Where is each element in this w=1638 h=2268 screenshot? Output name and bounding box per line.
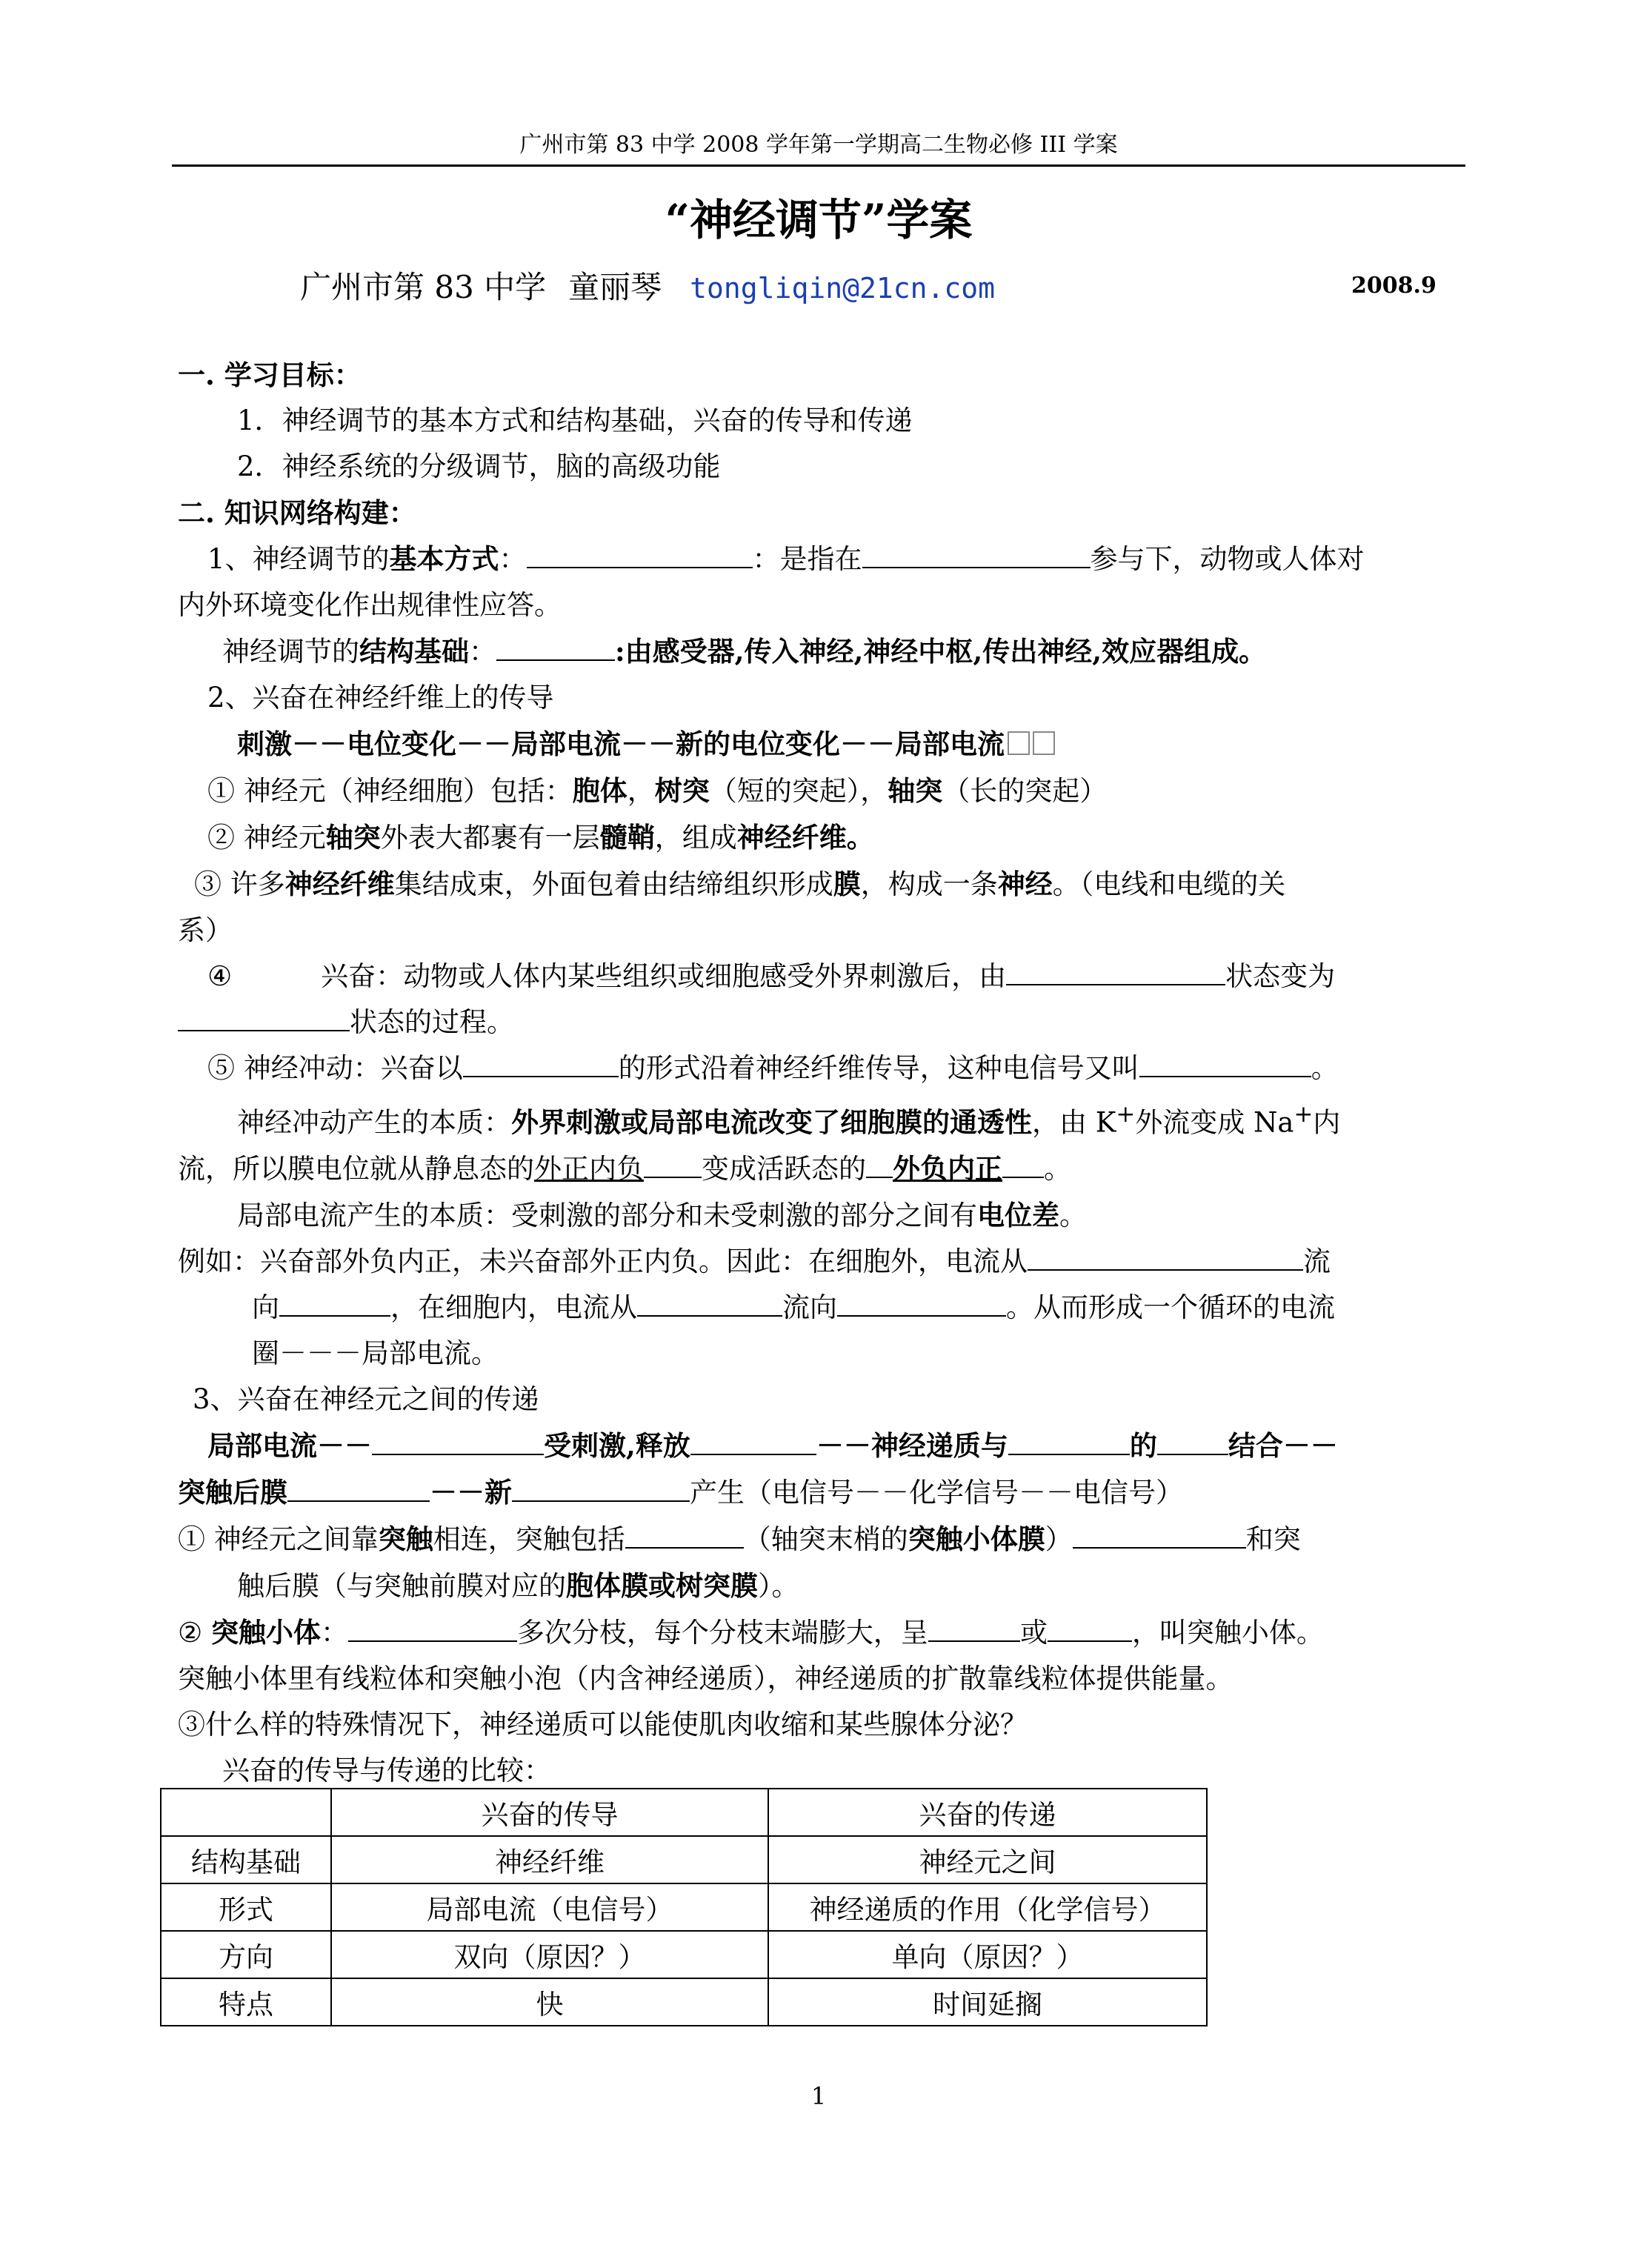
- table-cell: 双向（原因？）: [331, 1931, 768, 1978]
- item-nerve-cont: 系）: [178, 914, 233, 946]
- item-excitation: ④ 兴奋：动物或人体内某些组织或细胞感受外界刺激后，由 状态变为: [207, 960, 1336, 992]
- item-neuron-parts: ① 神经元（神经细胞）包括：胞体，树突（短的突起），轴突（长的突起）: [207, 774, 1108, 807]
- fill-blank[interactable]: [1048, 1618, 1132, 1642]
- fill-blank[interactable]: [512, 1478, 690, 1502]
- table-cell: 神经纤维: [331, 1836, 768, 1883]
- fill-blank[interactable]: [372, 1431, 544, 1455]
- box-glyph-icon: [1008, 731, 1030, 755]
- item-excitation-cont: 状态的过程。: [178, 1000, 1463, 1045]
- box-glyph-icon: [1033, 731, 1055, 755]
- table-header-row: [161, 1789, 1207, 1836]
- fill-blank[interactable]: [1073, 1525, 1246, 1549]
- goal-item-2: 2．神经系统的分级调节，脑的高级功能: [237, 450, 721, 482]
- fill-blank[interactable]: [279, 1293, 390, 1317]
- section-2-heading: 二. 知识网络构建：: [178, 496, 416, 529]
- table-row: [161, 1931, 1207, 1978]
- section-1-heading: 一. 学习目标：: [178, 359, 362, 391]
- table-cell: 形式: [161, 1883, 331, 1931]
- item-nerve-impulse: ⑤ 神经冲动：兴奋以 的形式沿着神经纤维传导，这种电信号又叫 。: [207, 1052, 1339, 1084]
- table-cell: 神经元之间: [768, 1836, 1207, 1883]
- table-header-cell: [161, 1789, 331, 1836]
- page-number: 1: [810, 2082, 827, 2110]
- table-cell: 时间延搁: [768, 1978, 1207, 2026]
- byline-date: 2008.9: [1351, 273, 1436, 299]
- table-cell: 神经递质的作用（化学信号）: [768, 1883, 1207, 1931]
- byline-email: tongliqin@21cn.com: [690, 272, 995, 305]
- table-cell: 局部电流（电信号）: [331, 1883, 768, 1931]
- example-paragraph-cont: 向 ，在细胞内，电流从 流向 。从而形成一个循环的电流: [252, 1291, 1335, 1324]
- document-body: [178, 352, 1463, 1794]
- table-cell: 结构基础: [161, 1836, 331, 1883]
- byline-author: 童丽琴: [568, 269, 662, 305]
- table-row: [161, 1883, 1207, 1931]
- item-synapse-cont: 触后膜（与突触前膜对应的胞体膜或树突膜）。: [237, 1569, 799, 1603]
- item-synaptic-knob: ② 突触小体： 多次分枝，每个分枝末端膨大，呈 或 ，叫突触小体。: [178, 1616, 1324, 1649]
- running-header: 广州市第 83 中学 2008 学年第一学期高二生物必修 III 学案: [519, 132, 1118, 158]
- table-header-cell: 兴奋的传导: [331, 1789, 768, 1836]
- fill-blank[interactable]: [862, 545, 1091, 568]
- page-title: “神经调节”学案: [665, 195, 973, 245]
- table-cell: 单向（原因？）: [768, 1931, 1207, 1978]
- transmission-flow-cont: 突触后膜 －－新 产生（电信号－－化学信号－－电信号）: [178, 1476, 1183, 1509]
- fill-blank[interactable]: [928, 1618, 1020, 1642]
- local-current-essence: 局部电流产生的本质：受刺激的部分和未受刺激的部分之间有电位差。: [237, 1199, 1087, 1232]
- table-header-cell: 兴奋的传递: [768, 1789, 1207, 1836]
- impulse-essence-cont: 流，所以膜电位就从静息态的外正内负 变成活跃态的 外负内正 。: [178, 1152, 1071, 1185]
- table-cell: 方向: [161, 1931, 331, 1978]
- fill-blank[interactable]: [287, 1478, 430, 1502]
- example-paragraph-end: 圈－－－局部电流。: [252, 1337, 499, 1370]
- table-row: [161, 1836, 1207, 1883]
- question-3: ③什么样的特殊情况下，神经递质可以能使肌肉收缩和某些腺体分泌？: [178, 1709, 1028, 1741]
- fill-blank[interactable]: [625, 1525, 744, 1549]
- example-paragraph: 例如：兴奋部外负内正，未兴奋部外正内负。因此：在细胞外，电流从 流: [178, 1246, 1331, 1278]
- item-nerve: ③ 许多神经纤维集结成束，外面包着由结缔组织形成膜，构成一条神经。（电线和电缆的关: [194, 868, 1286, 900]
- fill-blank[interactable]: [178, 1008, 350, 1031]
- fill-blank[interactable]: [496, 637, 615, 661]
- fill-blank[interactable]: [1139, 1054, 1311, 1077]
- goal-item-1: 1．神经调节的基本方式和结构基础，兴奋的传导和传递: [237, 405, 913, 436]
- paragraph-basic-mode: 1、神经调节的基本方式： ：是指在 参与下，动物或人体对: [207, 542, 1365, 575]
- fill-blank[interactable]: [837, 1293, 1006, 1317]
- transmission-flow: 局部电流－－ 受刺激,释放 －－神经递质与 的 结合－－: [207, 1429, 1338, 1463]
- fill-blank[interactable]: [690, 1431, 816, 1455]
- fill-blank[interactable]: [463, 1054, 619, 1077]
- fill-blank[interactable]: [348, 1618, 517, 1642]
- byline: [300, 263, 995, 307]
- fill-blank[interactable]: [1006, 962, 1225, 985]
- item-synapse: ① 神经元之间靠突触相连，突触包括 （轴突末梢的突触小体膜） 和突: [178, 1523, 1301, 1556]
- fill-blank[interactable]: [527, 545, 753, 568]
- table-cell: 特点: [161, 1978, 331, 2026]
- table-row: [161, 1978, 1207, 2026]
- synaptic-knob-note: 突触小体里有线粒体和突触小泡（内含神经递质），神经递质的扩散靠线粒体提供能量。: [178, 1663, 1234, 1695]
- conduction-flow: 刺激－－电位变化－－局部电流－－新的电位变化－－局部电流: [178, 721, 1463, 768]
- comparison-table: [160, 1788, 1208, 2026]
- byline-school: 广州市第 83 中学: [300, 269, 547, 305]
- fill-blank[interactable]: [1028, 1247, 1303, 1271]
- table-cell: 快: [331, 1978, 768, 2026]
- table-caption: 兴奋的传导与传递的比较：: [222, 1755, 551, 1787]
- item-myelin: ② 神经元轴突外表大都裹有一层髓鞘，组成神经纤维。: [207, 821, 874, 854]
- subheading-transmission: 3、兴奋在神经元之间的传递: [193, 1383, 539, 1416]
- paragraph-structure-basis: 神经调节的结构基础： :由感受器,传入神经,神经中枢,传出神经,效应器组成。: [222, 635, 1267, 668]
- fill-blank[interactable]: [637, 1293, 782, 1317]
- fill-blank[interactable]: [1008, 1431, 1130, 1455]
- fill-blank[interactable]: [1157, 1431, 1228, 1455]
- subheading-conduction: 2、兴奋在神经纤维上的传导: [207, 682, 554, 714]
- paragraph-basic-mode-cont: 内外环境变化作出规律性应答。: [178, 589, 562, 621]
- header-rule: [172, 164, 1465, 167]
- impulse-essence: 神经冲动产生的本质：外界刺激或局部电流改变了细胞膜的通透性，由 K+外流变成 Na+内: [237, 1101, 1341, 1139]
